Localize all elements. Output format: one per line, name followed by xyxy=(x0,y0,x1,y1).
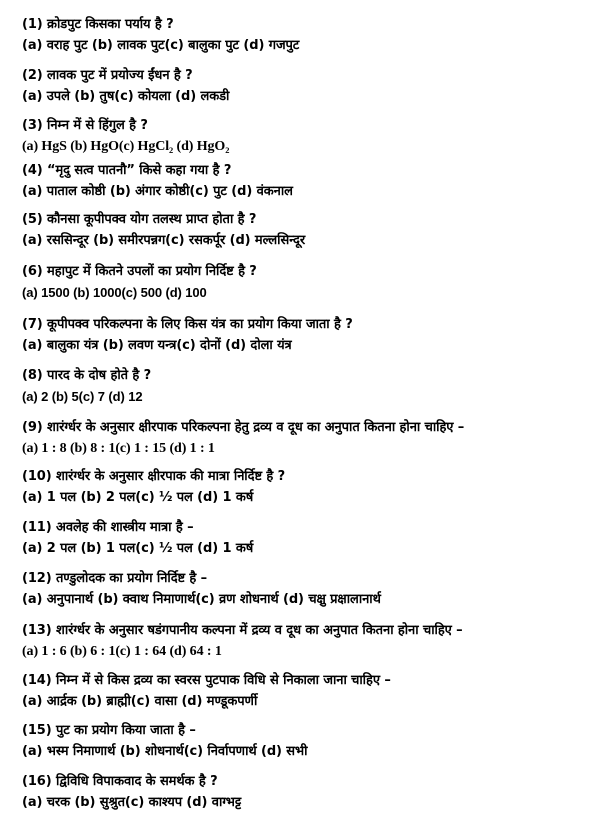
question-11 xyxy=(22,519,592,558)
question-9 xyxy=(22,419,592,458)
question-text: (13) शारंर्ग्धर के अनुसार षडंगपानीय कल्पना में द्रव्य व दूध का अनुपात कितना होना चाहिए – xyxy=(22,623,463,638)
question-options: (a) 2 (b) 5(c) 7 (d) 12 xyxy=(22,389,143,404)
question-options: (a) 1500 (b) 1000(c) 500 (d) 100 xyxy=(22,285,207,300)
question-text: (5) कौनसा कूपीपक्व योग तलस्थ प्राप्त होता है ? xyxy=(22,212,257,227)
question-15 xyxy=(22,722,592,761)
question-5 xyxy=(22,211,592,250)
question-options: (a) आर्द्रक (b) ब्राह्मी(c) वासा (d) मण्डूकपर्णी xyxy=(22,694,258,709)
question-options: (a) अनुपानार्थ (b) क्वाथ निमाणार्थ(c) व्रण शोधनार्थ (d) चक्षु प्रक्षालानार्थ xyxy=(22,592,381,607)
question-3 xyxy=(22,117,592,156)
question-text: (15) पुट का प्रयोग किया जाता है – xyxy=(22,723,196,738)
question-text: (3) निम्न में से हिंगुल है ? xyxy=(22,118,148,133)
question-options: (a) 1 : 6 (b) 6 : 1(c) 1 : 64 (d) 64 : 1 xyxy=(22,644,222,659)
question-text: (14) निम्न में से किस द्रव्य का स्वरस पुटपाक विधि से निकाला जाना चाहिए – xyxy=(22,673,391,688)
question-options: (a) 1 : 8 (b) 8 : 1(c) 1 : 15 (d) 1 : 1 xyxy=(22,441,215,456)
question-options: (a) उपले (b) तुष(c) कोयला (d) लकडी xyxy=(22,89,230,104)
question-12 xyxy=(22,570,592,609)
question-8 xyxy=(22,367,592,406)
question-options: (a) HgS (b) HgO(c) HgCl₂ (d) HgO₂ xyxy=(22,139,230,154)
question-text: (8) पारद के दोष होते है ? xyxy=(22,368,152,383)
question-options: (a) पाताल कोष्ठी (b) अंगार कोष्ठी(c) पुट (d) वंकनाल xyxy=(22,184,293,199)
question-text: (16) द्विविधि विपाकवाद के समर्थक है ? xyxy=(22,774,218,789)
question-options: (a) रससिन्दूर (b) समीरपन्नग(c) रसकर्पूर (d) मल्लसिन्दूर xyxy=(22,233,306,248)
question-text: (10) शारंर्ग्धर के अनुसार क्षीरपाक की मात्रा निर्दिष्ट है ? xyxy=(22,469,286,484)
question-1 xyxy=(22,16,592,55)
question-options: (a) वराह पुट (b) लावक पुट(c) बालुका पुट (d) गजपुट xyxy=(22,38,300,53)
question-16 xyxy=(22,773,592,812)
question-text: (7) कूपीपक्व परिकल्पना के लिए किस यंत्र का प्रयोग किया जाता है ? xyxy=(22,317,353,332)
question-4 xyxy=(22,162,592,201)
question-10 xyxy=(22,468,592,507)
question-text: (1) क्रोडपुट किसका पर्याय है ? xyxy=(22,17,174,32)
question-options: (a) बालुका यंत्र (b) लवण यन्त्र(c) दोनों (d) दोला यंत्र xyxy=(22,338,292,353)
question-2 xyxy=(22,67,592,106)
question-text: (4) “मृदु सत्व पातनौ” किसे कहा गया है ? xyxy=(22,163,232,178)
question-options: (a) 1 पल (b) 2 पल(c) ½ पल (d) 1 कर्ष xyxy=(22,490,254,505)
question-text: (12) तण्डुलोदक का प्रयोग निर्दिष्ट है – xyxy=(22,571,208,586)
question-text: (6) महापुट में कितने उपलों का प्रयोग निर्दिष्ट है ? xyxy=(22,264,257,279)
question-13 xyxy=(22,622,592,661)
question-options: (a) भस्म निमाणार्थ (b) शोधनार्थ(c) निर्वापणार्थ (d) सभी xyxy=(22,744,308,759)
question-14 xyxy=(22,672,592,711)
question-text: (9) शारंर्ग्धर के अनुसार क्षीरपाक परिकल्पना हेतु द्रव्य व दूध का अनुपात कितना होना चाहिए – xyxy=(22,420,465,435)
question-6 xyxy=(22,263,592,302)
question-text: (2) लावक पुट में प्रयोज्य ईंधन है ? xyxy=(22,68,193,83)
question-options: (a) 2 पल (b) 1 पल(c) ½ पल (d) 1 कर्ष xyxy=(22,541,254,556)
question-text: (11) अवलेह की शास्त्रीय मात्रा है – xyxy=(22,520,194,535)
question-options: (a) चरक (b) सुश्रुत(c) काश्यप (d) वाग्भट्ट xyxy=(22,795,242,810)
question-7 xyxy=(22,316,592,355)
